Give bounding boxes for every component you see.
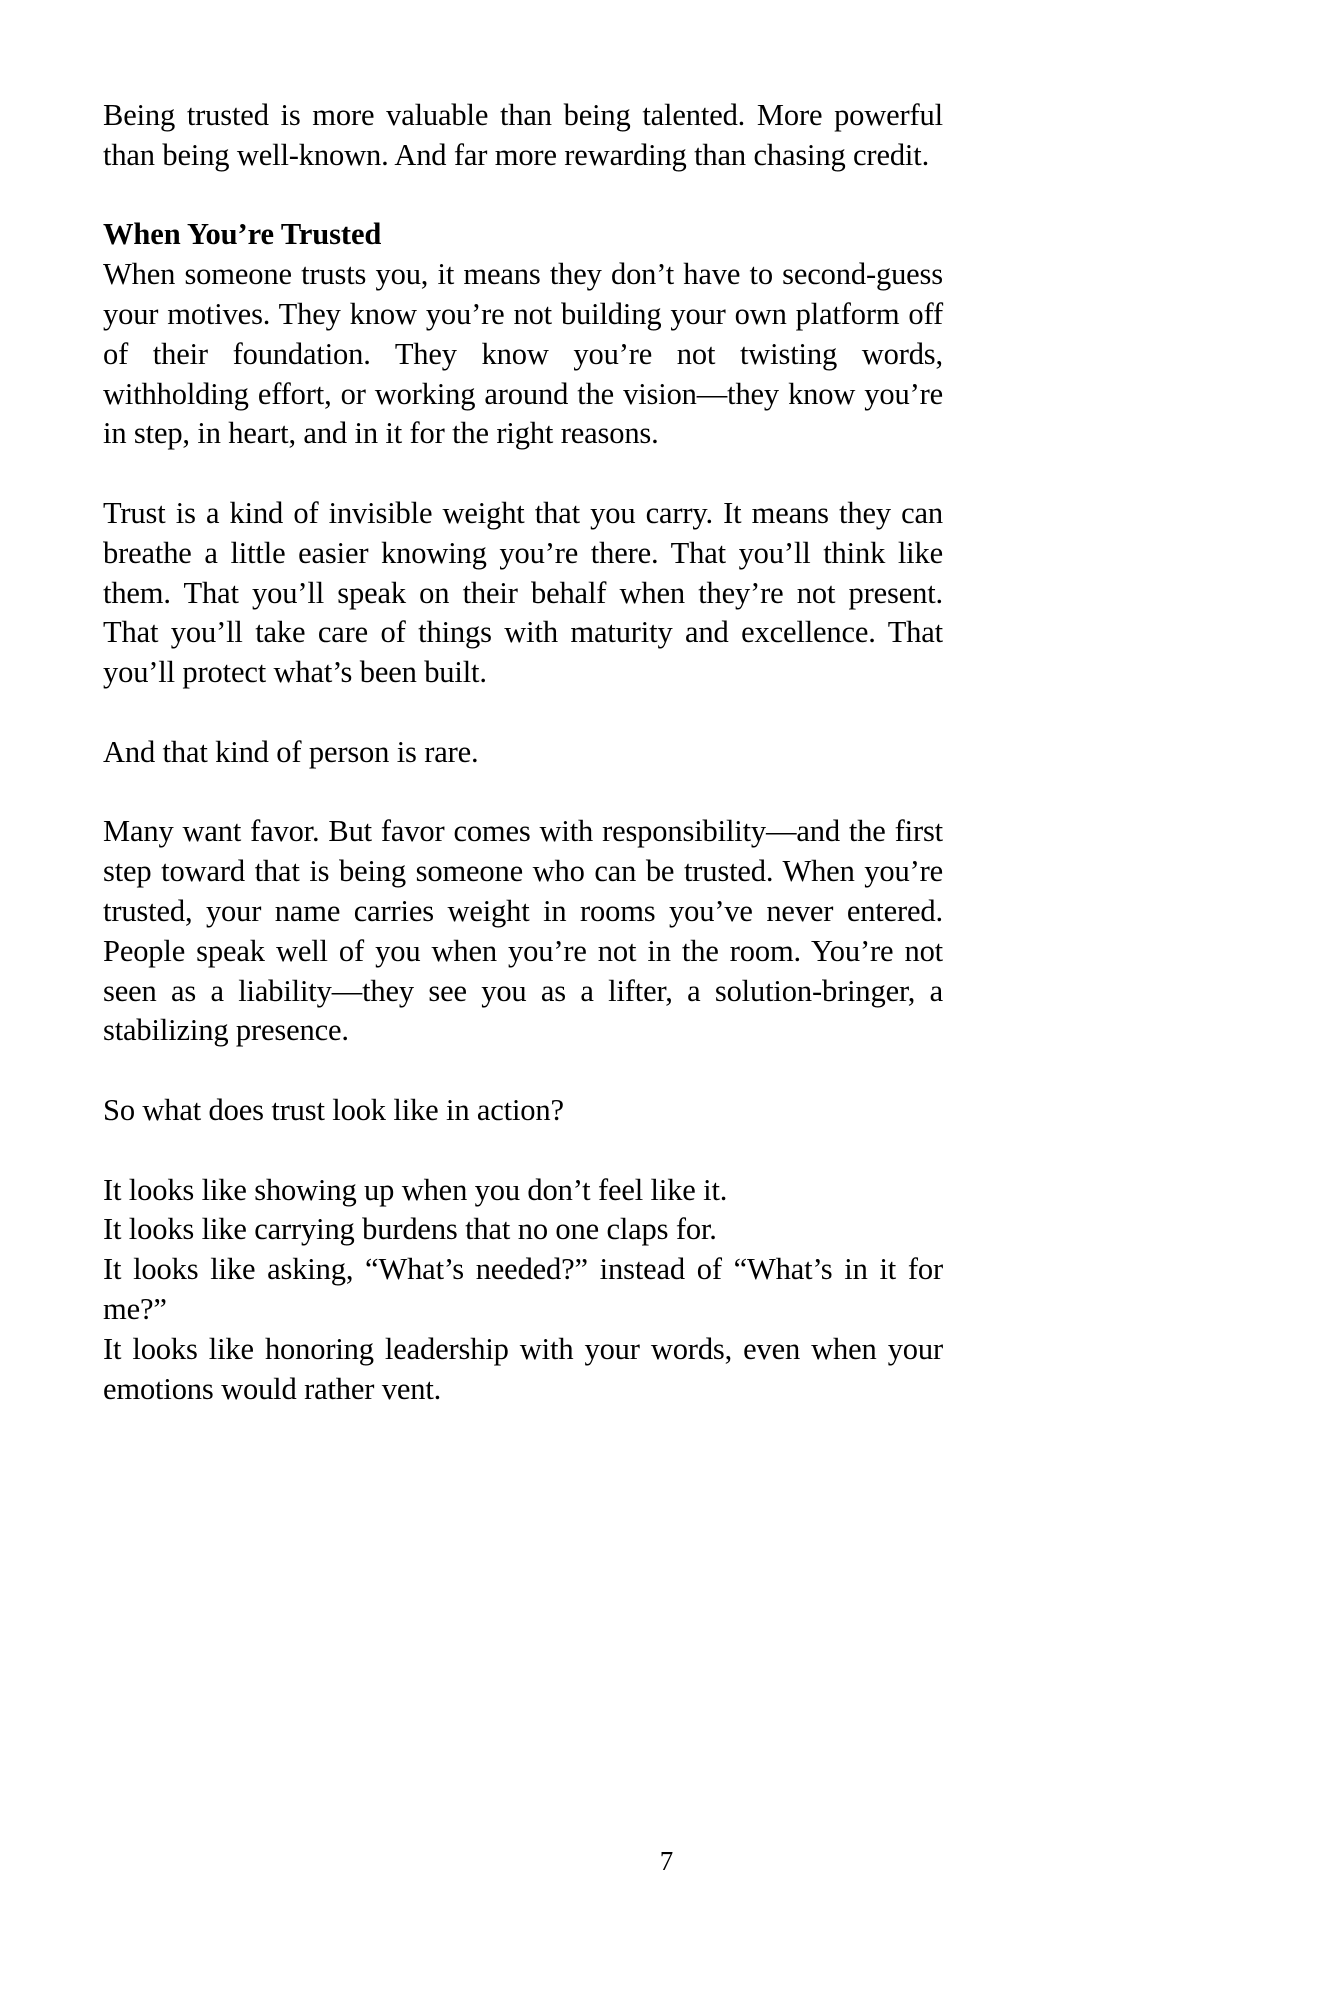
paragraph-spacer: [103, 1051, 943, 1091]
paragraph-second-guess: When someone trusts you, it means they don’t have to second-guess your motives. They know you’re not building your own platform off of their foundation. They know you’re not twisting words, withholding effort, or working around the vision—they know you’re in step, in heart, and in it for the right reasons.: [103, 257, 943, 451]
paragraph-spacer: [103, 693, 943, 733]
list-item: It looks like asking, “What’s needed?” instead of “What’s in it for me?”: [103, 1252, 943, 1326]
paragraph-spacer: [103, 454, 943, 494]
paragraph-intro: Being trusted is more valuable than being talented. More powerful than being well-known. And far more rewarding than chasing credit.: [103, 98, 943, 172]
list-item: It looks like carrying burdens that no one claps for.: [103, 1212, 717, 1247]
paragraph-spacer: [103, 1131, 943, 1171]
trust-in-action-list: [103, 1171, 943, 1410]
list-item: It looks like honoring leadership with your words, even when your emotions would rather vent.: [103, 1331, 943, 1406]
page-body-text: [103, 96, 943, 1409]
page-number: 7: [659, 1846, 674, 1876]
paragraph-spacer: [103, 176, 943, 216]
paragraph-question: So what does trust look like in action?: [103, 1092, 564, 1127]
paragraph-favor: Many want favor. But favor comes with responsibility—and the first step toward that is being someone who can be trusted. When you’re trusted, your name carries weight in rooms you’ve never entered. People speak well of you when you’re not in the room. You’re not seen as a liability—they see you as a lifter, a solution-bringer, a stabilizing presence.: [103, 814, 943, 1048]
paragraph-invisible-weight: Trust is a kind of invisible weight that you carry. It means they can breathe a little easier knowing you’re there. That you’ll think like them. That you’ll speak on their behalf when they’re not present. That you’ll take care of things with maturity and excellence. That you’ll protect what’s been built.: [103, 495, 943, 690]
section-heading: When You’re Trusted: [103, 217, 382, 252]
paragraph-rare: And that kind of person is rare.: [103, 734, 479, 769]
paragraph-spacer: [103, 773, 943, 813]
list-item: It looks like showing up when you don’t feel like it.: [103, 1172, 728, 1207]
